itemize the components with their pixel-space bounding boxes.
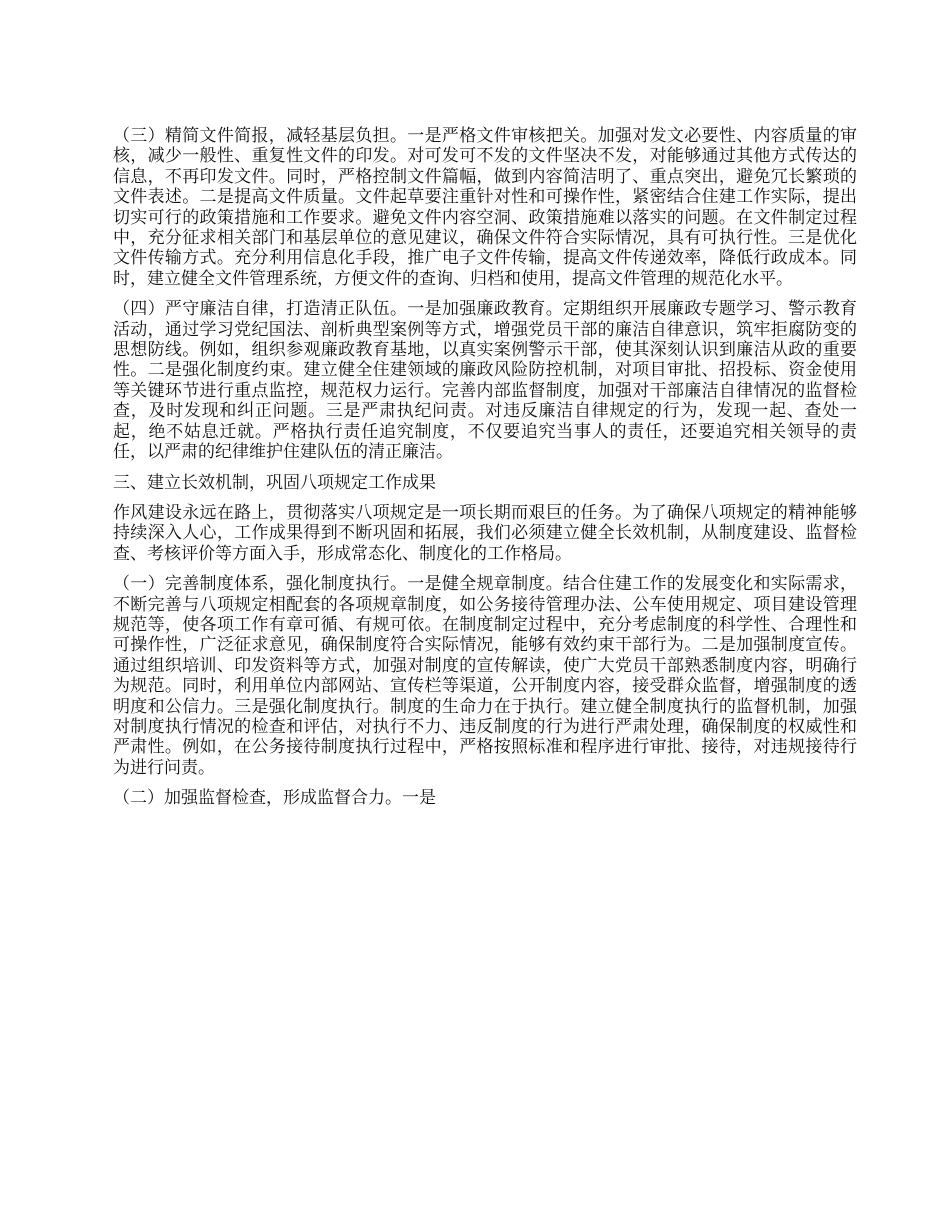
section-heading-long-term-mechanism: 三、建立长效机制，巩固八项规定工作成果	[113, 472, 436, 493]
document-page	[113, 126, 857, 819]
paragraph-improve-system: （一）完善制度体系，强化制度执行。一是健全规章制度。结合住建工作的发展变化和实际需求，不断完善与八项规定相配套的各项规章制度，如公务接待管理办法、公车使用规定、项目建设管理规范等，使各项工作有章可循、有规可依。在制度制定过程中，充分考虑制度的科学性、合理性和可操作性，广泛征求意见，确保制度符合实际情况，能够有效约束干部行为。二是加强制度宣传。通过组织培训、印发资料等方式，加强对制度的宣传解读，使广大党员干部熟悉制度内容，明确行为规范。同时，利用单位内部网站、宣传栏等渠道，公开制度内容，接受群众监督，增强制度的透明度和公信力。三是强化制度执行。制度的生命力在于执行。建立健全制度执行的监督机制，加强对制度执行情况的检查和评估，对执行不力、违反制度的行为进行严肃处理，确保制度的权威性和严肃性。例如，在公务接待制度执行过程中，严格按照标准和程序进行审批、接待，对违规接待行为进行问责。	[113, 574, 857, 778]
paragraph-streamline-documents: （三）精简文件简报，减轻基层负担。一是严格文件审核把关。加强对发文必要性、内容质量的审核，减少一般性、重复性文件的印发。对可发可不发的文件坚决不发，对能够通过其他方式传达的信息，不再印发文件。同时，严格控制文件篇幅，做到内容简洁明了、重点突出，避免冗长繁琐的文件表述。二是提高文件质量。文件起草要注重针对性和可操作性，紧密结合住建工作实际，提出切实可行的政策措施和工作要求。避免文件内容空洞、政策措施难以落实的问题。在文件制定过程中，充分征求相关部门和基层单位的意见建议，确保文件符合实际情况，具有可执行性。三是优化文件传输方式。充分利用信息化手段，推广电子文件传输，提高文件传递效率，降低行政成本。同时，建立健全文件管理系统，方便文件的查询、归档和使用，提高文件管理的规范化水平。	[113, 126, 857, 289]
paragraph-section-intro: 作风建设永远在路上，贯彻落实八项规定是一项长期而艰巨的任务。为了确保八项规定的精神能够持续深入人心，工作成果得到不断巩固和拓展，我们必须建立健全长效机制，从制度建设、监督检查、考核评价等方面入手，形成常态化、制度化的工作格局。	[113, 502, 857, 564]
paragraph-integrity-discipline: （四）严守廉洁自律，打造清正队伍。一是加强廉政教育。定期组织开展廉政专题学习、警示教育活动，通过学习党纪国法、剖析典型案例等方式，增强党员干部的廉洁自律意识，筑牢拒腐防变的思想防线。例如，组织参观廉政教育基地，以真实案例警示干部，使其深刻认识到廉洁从政的重要性。二是强化制度约束。建立健全住建领域的廉政风险防控机制，对项目审批、招投标、资金使用等关键环节进行重点监控，规范权力运行。完善内部监督制度，加强对干部廉洁自律情况的监督检查，及时发现和纠正问题。三是严肃执纪问责。对违反廉洁自律规定的行为，发现一起、查处一起，绝不姑息迁就。严格执行责任追究制度，不仅要追究当事人的责任，还要追究相关领导的责任，以严肃的纪律维护住建队伍的清正廉洁。	[113, 299, 857, 463]
paragraph-supervision-inspection: （二）加强监督检查，形成监督合力。一是	[113, 788, 436, 809]
